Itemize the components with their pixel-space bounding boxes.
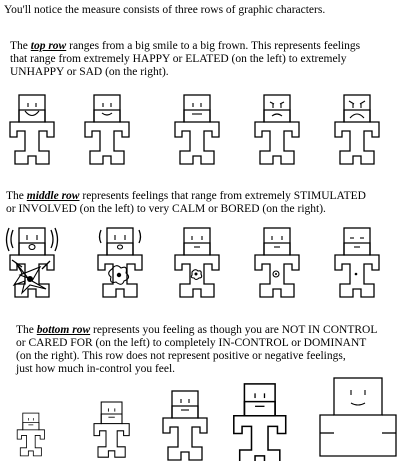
top-row-keyword: top row [30, 40, 67, 52]
top-row-line1-rest: ranges from a big smile to a big frown. This represents feelings [66, 40, 361, 52]
sam-valence-5-figure [335, 95, 379, 164]
sam-dominance-5-figure [320, 378, 396, 456]
sam-valence-1-figure [10, 95, 54, 164]
sam-arousal-3-figure [175, 228, 219, 297]
top-row-description-line-3: UNHAPPY or SAD (on the right). [10, 66, 169, 78]
top-row-description-line-2: that range from extremely HAPPY or ELATED (on the left) to extremely [10, 53, 347, 65]
bottom-row-description-line-3: (on the right). This row does not represent positive or negative feelings, [16, 350, 346, 362]
sam-dominance-2-figure [94, 402, 129, 457]
intro-text: You'll notice the measure consists of three rows of graphic characters. [4, 4, 326, 16]
bottom-row-line1-rest: represents you feeling as though you are NOT IN CONTROL [90, 324, 378, 336]
bottom-row-description-line-1 [16, 324, 377, 337]
bottom-row-figures [0, 376, 400, 461]
middle-row-description-line-1 [6, 190, 366, 203]
sam-arousal-4-figure [255, 228, 299, 297]
sam-arousal-5-figure [335, 228, 379, 297]
top-row-description-line-1 [10, 40, 360, 53]
bottom-row-description-line-2: or CARED FOR (on the left) to completely IN-CONTROL or DOMINANT [16, 337, 367, 349]
bottom-row-pre: The [16, 324, 37, 336]
sam-arousal-1-figure [7, 228, 58, 297]
middle-row-description-line-2: or INVOLVED (on the left) to very CALM or BORED (on the right). [6, 203, 326, 215]
middle-row-keyword: middle row [26, 190, 80, 202]
sam-valence-3-figure [175, 95, 219, 164]
sam-dominance-4-figure [234, 384, 286, 461]
top-row-figures [0, 90, 400, 190]
bottom-row-description-line-4: just how much in-control you feel. [16, 363, 176, 375]
top-row-pre: The [10, 40, 31, 52]
middle-row-line1-rest: represents feelings that range from extremely STIMULATED [79, 190, 366, 202]
sam-valence-4-figure [255, 95, 299, 164]
sam-dominance-3-figure [163, 391, 207, 460]
sam-valence-2-figure [85, 95, 129, 164]
middle-row-figures [0, 223, 400, 323]
sam-dominance-1-figure [17, 413, 44, 456]
sam-arousal-2-figure [98, 228, 142, 297]
middle-row-pre: The [6, 190, 27, 202]
bottom-row-keyword: bottom row [36, 324, 91, 336]
